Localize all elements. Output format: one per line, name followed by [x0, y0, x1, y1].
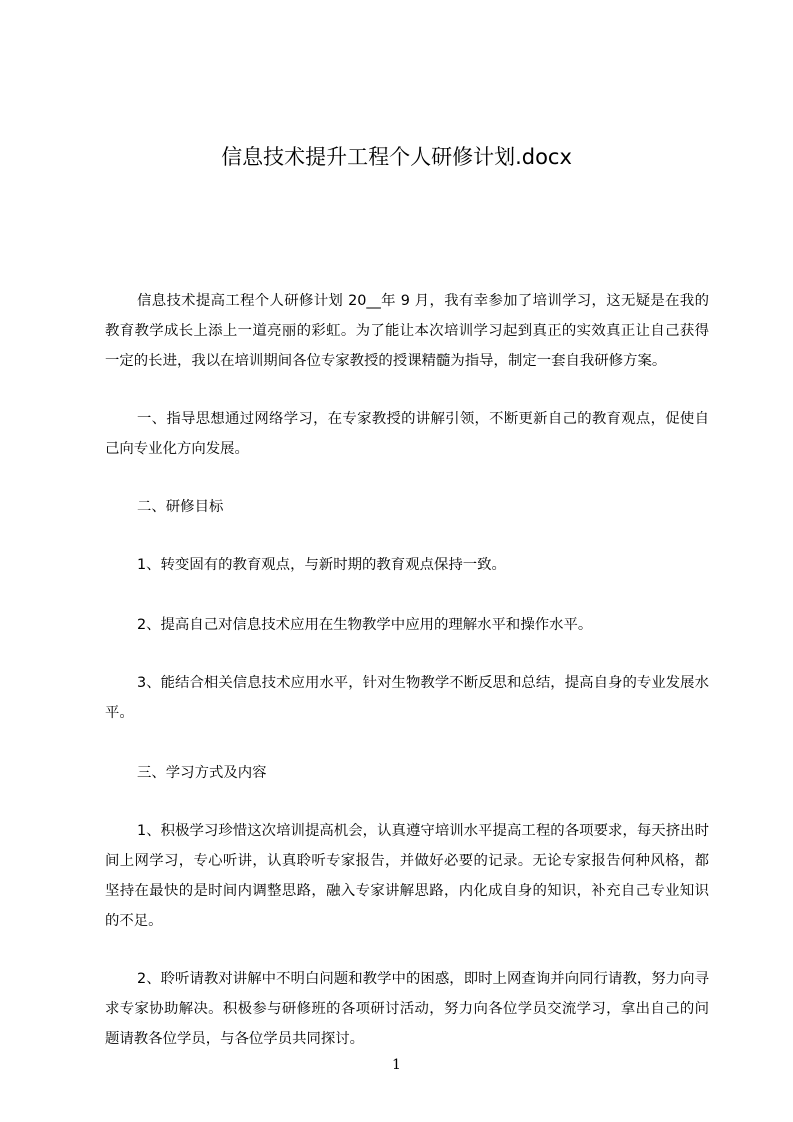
method-item-1: 1、积极学习珍惜这次培训提高机会，认真遵守培训水平提高工程的各项要求，每天挤出时间上网学习，专心听讲，认真聆听专家报告，并做好必要的记录。无论专家报告何种风格，都坚持在最快的是时间内调整思路，融入专家讲解思路，内化成自身的知识，补充自己专业知识的不足。 — [105, 823, 709, 929]
document-title: 信息技术提升工程个人研修计划.docx — [221, 145, 572, 169]
intro-paragraph: 信息技术提高工程个人研修计划 20__年 9 月，我有幸参加了培训学习，这无疑是在我的教育教学成长上添上一道亮丽的彩虹。为了能让本次培训学习起到真正的实效真正让自己获得一定的长进，我以在培训期间各位专家教授的授课精髓为指导，制定一套自我研修方案。 — [105, 293, 709, 369]
document-body — [105, 286, 709, 1054]
method-item-2: 2、聆听请教对讲解中不明白问题和教学中的困惑，即时上网查询并向同行请教，努力向寻求专家协助解决。积极参与研修班的各项研讨活动，努力向各位学员交流学习，拿出自己的问题请教各位学员，与各位学员共同探讨。 — [105, 971, 709, 1047]
goal-item-2: 2、提高自己对信息技术应用在生物教学中应用的理解水平和操作水平。 — [137, 617, 593, 633]
page-number: 1 — [392, 1057, 401, 1073]
section-heading-goals: 二、研修目标 — [137, 499, 224, 515]
section-heading-methods: 三、学习方式及内容 — [137, 765, 267, 781]
guiding-ideology-paragraph: 一、指导思想通过网络学习，在专家教授的讲解引领，不断更新自己的教育观点，促使自己向专业化方向发展。 — [105, 411, 709, 457]
goal-item-1: 1、转变固有的教育观点，与新时期的教育观点保持一致。 — [137, 557, 506, 573]
goal-item-3: 3、能结合相关信息技术应用水平，针对生物教学不断反思和总结，提高自身的专业发展水平。 — [105, 675, 709, 721]
